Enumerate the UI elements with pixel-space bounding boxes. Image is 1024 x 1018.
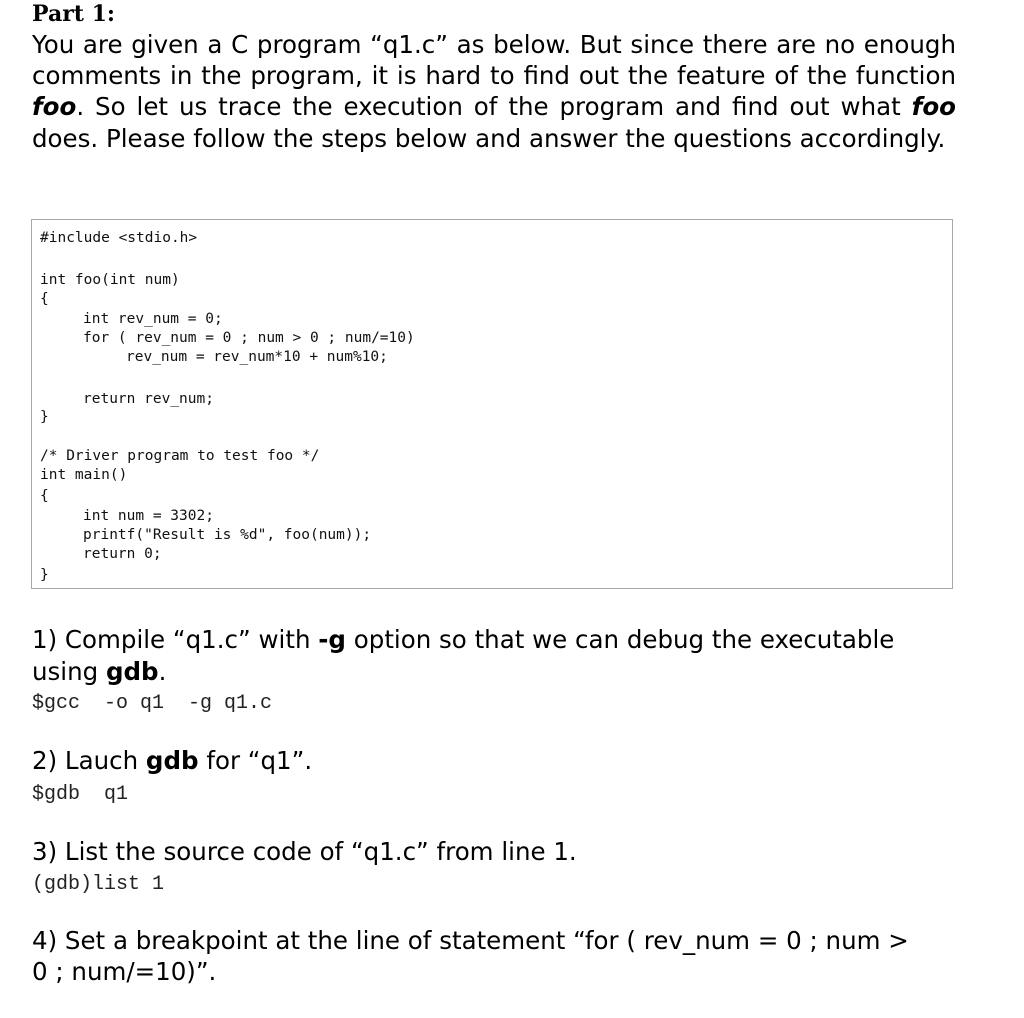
code-line: }	[40, 567, 49, 583]
code-line: int foo(int num)	[40, 272, 180, 288]
code-line: /* Driver program to test foo */	[40, 448, 320, 464]
step-2-part: for “q1”.	[198, 746, 313, 775]
code-line: {	[40, 488, 49, 504]
step-1-command: $gcc -o q1 -g q1.c	[32, 692, 273, 715]
code-line: {	[40, 291, 49, 307]
step-2-gdb: gdb	[145, 746, 199, 775]
code-line: rev_num = rev_num*10 + num%10;	[126, 349, 388, 365]
step-1-text-cont	[32, 656, 166, 687]
intro-foo-2: foo	[911, 92, 956, 122]
code-line: printf("Result is %d", foo(num));	[83, 527, 372, 543]
step-2-text	[32, 745, 312, 776]
code-line: for ( rev_num = 0 ; num > 0 ; num/=10)	[83, 330, 415, 346]
code-listing	[31, 219, 953, 589]
step-1-text	[32, 624, 894, 655]
step-1-option: -g	[318, 625, 346, 654]
intro-foo-1: foo	[32, 92, 77, 122]
step-3-text: 3) List the source code of “q1.c” from line 1.	[32, 837, 577, 866]
code-line: }	[40, 409, 49, 425]
step-1-part: using	[32, 657, 106, 686]
code-line: int main()	[40, 467, 128, 483]
part-title: Part 1:	[32, 1, 116, 27]
code-line: int num = 3302;	[83, 508, 214, 524]
code-line: int rev_num = 0;	[83, 311, 223, 327]
step-1-gdb: gdb	[105, 657, 159, 686]
step-4-text: 4) Set a breakpoint at the line of statement “for ( rev_num = 0 ; num >	[32, 926, 909, 955]
step-2-command: $gdb q1	[32, 783, 129, 806]
step-2-part: 2) Lauch	[32, 746, 146, 775]
step-4-text-cont: 0 ; num/=10)”.	[32, 957, 217, 986]
intro-paragraph	[32, 29, 956, 154]
step-1-part: 1) Compile “q1.c” with	[32, 625, 319, 654]
intro-text-2: . So let us trace the execution of the program and find out what	[76, 92, 912, 122]
intro-text-1: You are given a C program “q1.c” as below. But since there are no enough comments in the program, it is hard to find out the feature of the function	[32, 30, 956, 91]
code-line: #include <stdio.h>	[40, 230, 198, 246]
intro-text-3: does. Please follow the steps below and answer the questions accordingly.	[32, 123, 946, 153]
code-line: return rev_num;	[83, 391, 214, 407]
code-line: return 0;	[83, 546, 162, 562]
step-3-command: (gdb)list 1	[32, 873, 165, 896]
step-1-part: .	[158, 657, 167, 686]
step-1-part: option so that we can debug the executable	[345, 625, 895, 654]
